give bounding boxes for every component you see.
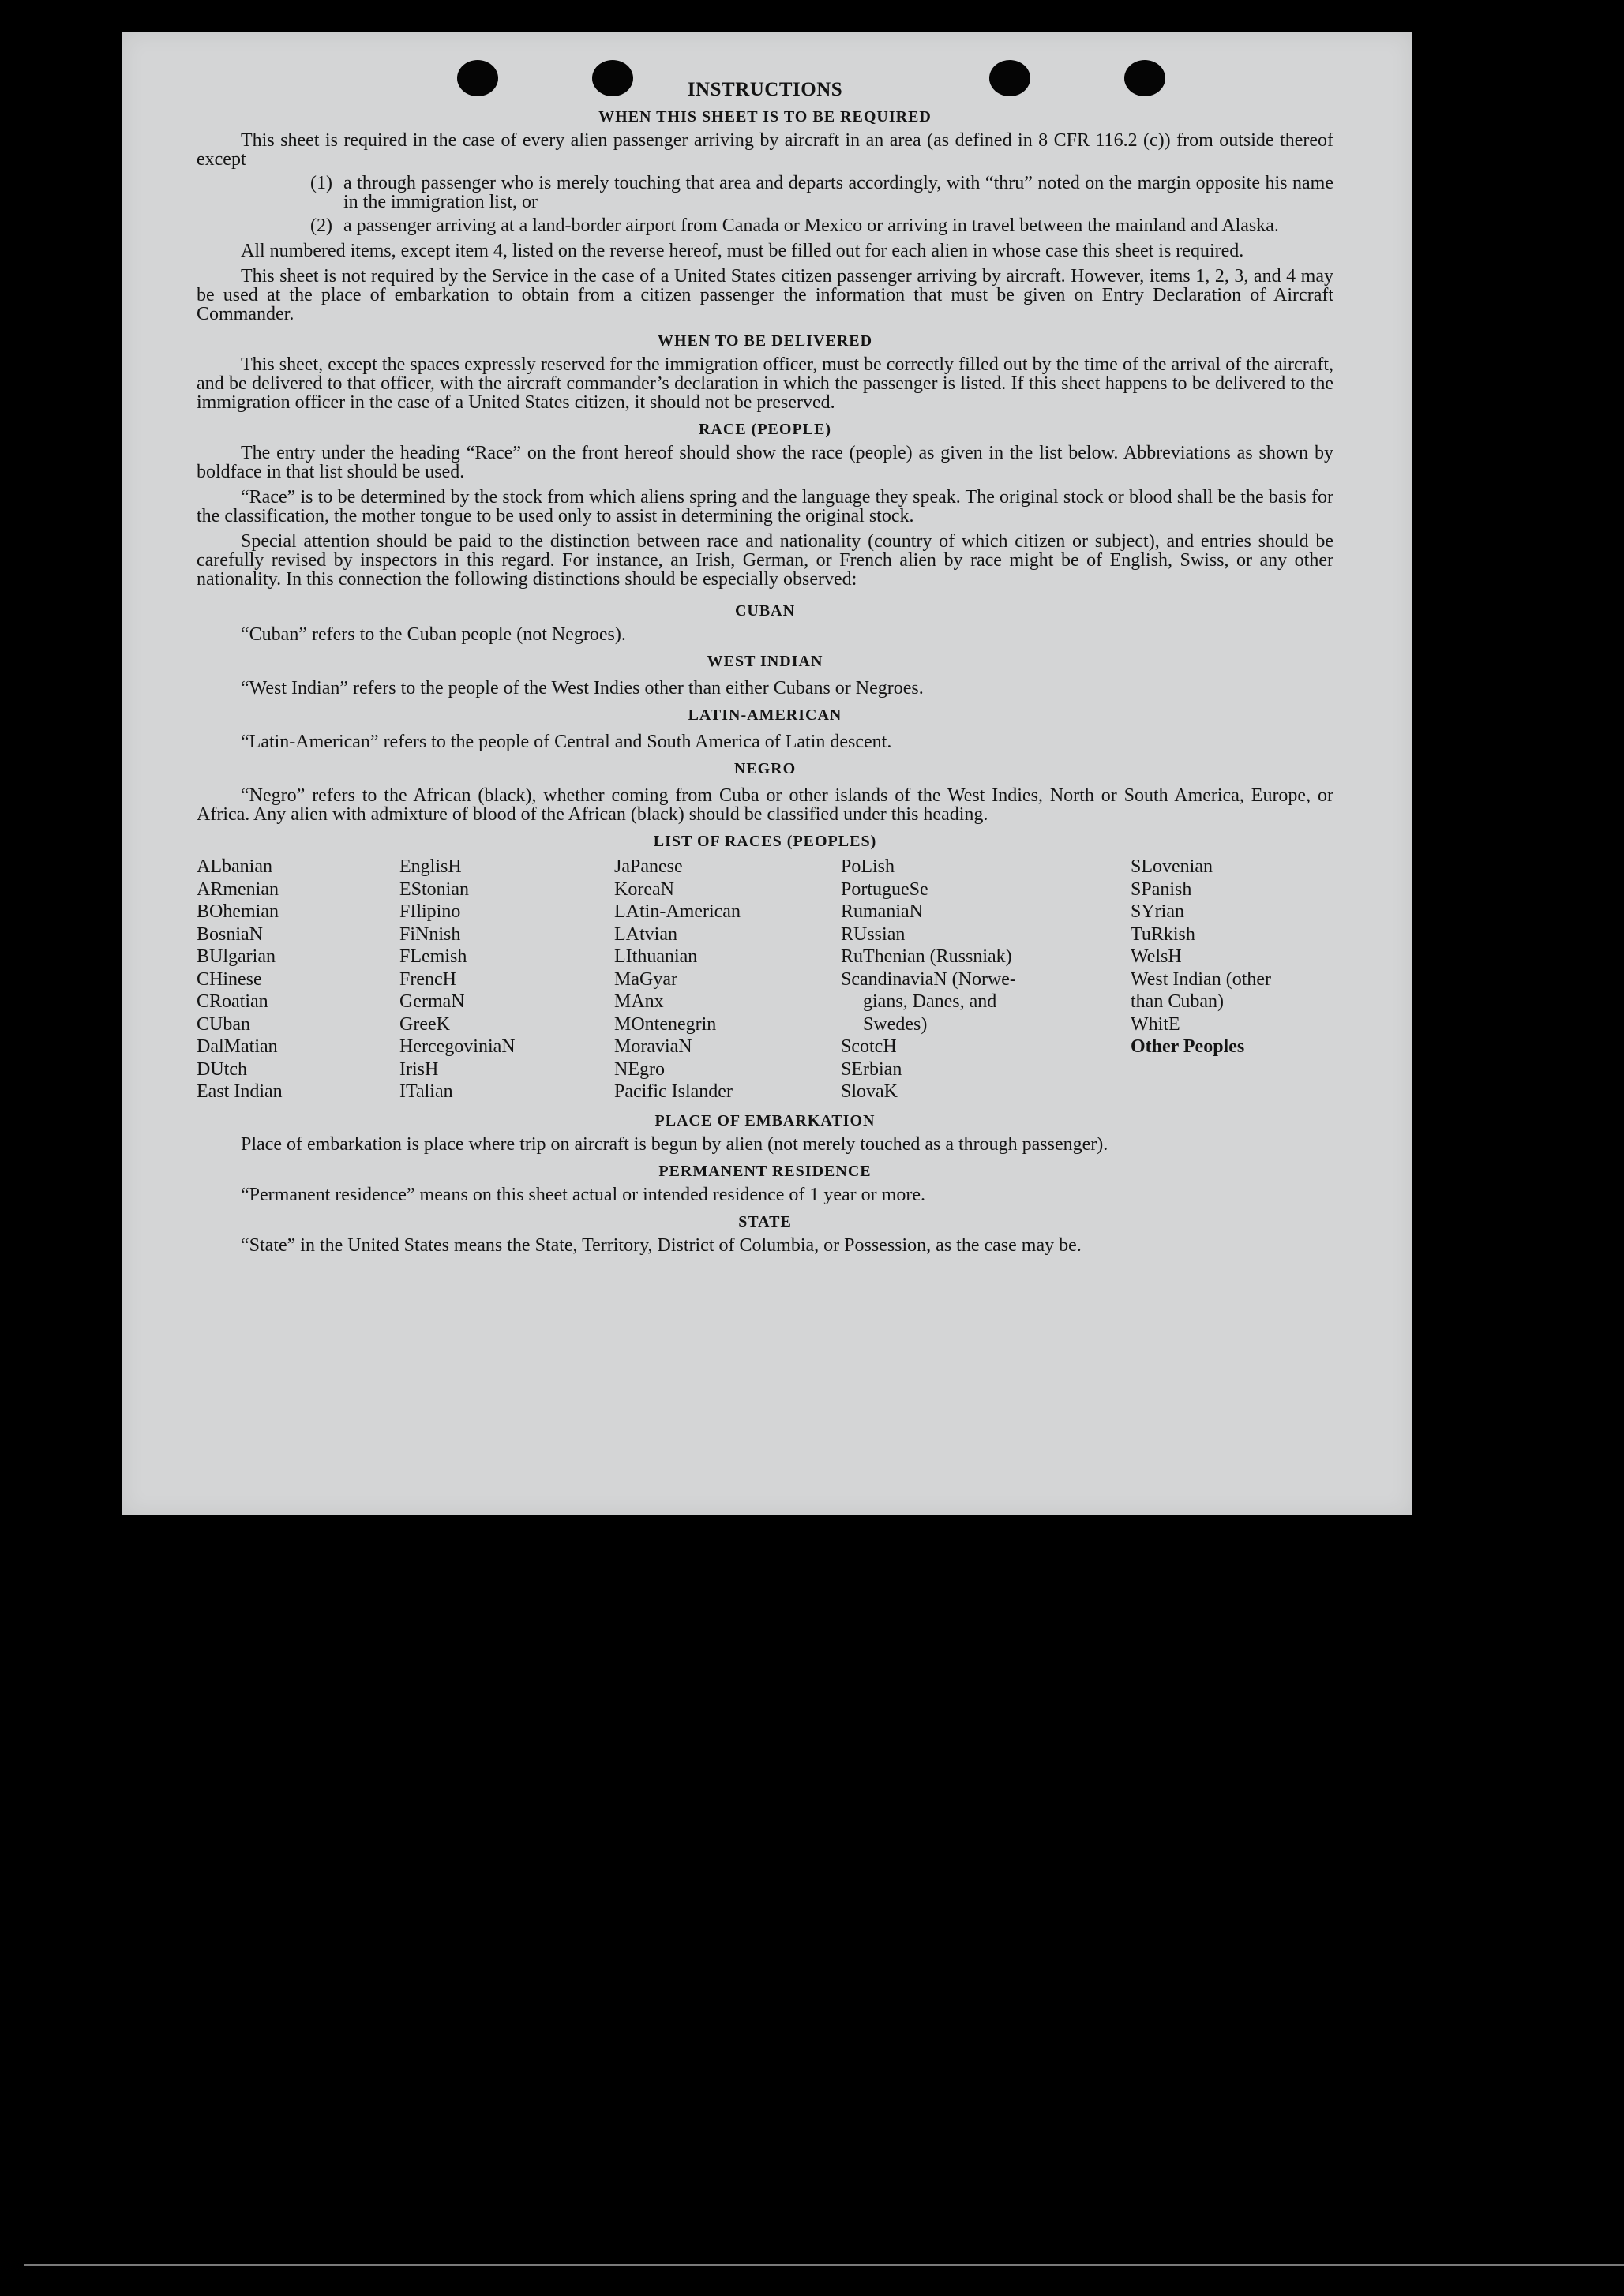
- race-entry: gians, Danes, and: [863, 991, 997, 1012]
- paragraph-delivery: This sheet, except the spaces expressly reserved for the immigration officer, must be correctly filled out by the time of the arrival of the aircraft, and be delivered to that officer, with the aircraft commander’s declaration in which the passenger is listed. If this sheet happens to be delivered to the immigration officer in the case of a United States citizen, it should not be preserved.: [197, 354, 1333, 413]
- section-heading-latin-american: LATIN-AMERICAN: [688, 706, 842, 724]
- race-entry: GermaN: [399, 991, 465, 1012]
- scan-edge-line: [24, 2264, 1624, 2266]
- paragraph-citizen-passenger: This sheet is not required by the Service in the case of a United States citizen passenger arriving by aircraft. However, items 1, 2, 3, and 4 may be used at the place of embarkation to obtain from a citizen passenger the information that must be given on Entry Declaration of Aircraft Commander.: [197, 266, 1333, 324]
- races-column-2: [399, 856, 614, 1103]
- race-entry: EStonian: [399, 878, 469, 900]
- race-entry: FrencH: [399, 968, 456, 990]
- race-entry: RuThenian (Russniak): [841, 946, 1012, 967]
- race-entry: RUssian: [841, 923, 906, 945]
- paragraph-required-intro: This sheet is required in the case of every alien passenger arriving by aircraft in an area (as defined in 8 CFR 116.2 (c)) from outside thereof except: [197, 130, 1333, 170]
- race-entry: BosniaN: [197, 923, 263, 945]
- races-column-4: [841, 856, 1131, 1103]
- paragraph-latin-american: “Latin-American” refers to the people of Central and South America of Latin descent.: [241, 732, 892, 752]
- race-entry: LAtin-American: [614, 901, 741, 922]
- section-heading-delivered: WHEN TO BE DELIVERED: [657, 332, 873, 350]
- race-entry: LIthuanian: [614, 946, 698, 967]
- race-entry: East Indian: [197, 1081, 283, 1102]
- race-entry: West Indian (other: [1131, 968, 1272, 990]
- race-entry: GreeK: [399, 1013, 450, 1035]
- paragraph-residence: “Permanent residence” means on this sheet actual or intended residence of 1 year or more.: [241, 1184, 925, 1205]
- section-heading-race: RACE (PEOPLE): [699, 421, 831, 438]
- race-entry: SlovaK: [841, 1081, 898, 1102]
- race-entry: FLemish: [399, 946, 467, 967]
- race-entry: IrisH: [399, 1058, 439, 1080]
- race-entry: ITalian: [399, 1081, 453, 1102]
- race-entry: DUtch: [197, 1058, 247, 1080]
- section-heading-list-of-races: LIST OF RACES (PEOPLES): [653, 833, 877, 850]
- race-entry: PoLish: [841, 856, 895, 877]
- race-entry: HercegoviniaN: [399, 1036, 516, 1057]
- item-number: (1): [310, 173, 332, 193]
- paragraph-race-definition: “Race” is to be determined by the stock from which aliens spring and the language they speak. The original stock or blood shall be the basis for the classification, the mother tongue to be used only to assist in determining the original stock.: [197, 487, 1333, 526]
- race-entry: MoraviaN: [614, 1036, 692, 1057]
- race-entry: WelsH: [1131, 946, 1182, 967]
- race-entry: PortugueSe: [841, 878, 928, 900]
- race-entry: ScandinaviaN (Norwe-: [841, 968, 1016, 990]
- paragraph-cuban: “Cuban” refers to the Cuban people (not Negroes).: [241, 624, 626, 645]
- section-heading-required: WHEN THIS SHEET IS TO BE REQUIRED: [598, 108, 932, 125]
- item-text: a through passenger who is merely touching that area and departs accordingly, with “thru” noted on the margin opposite his name in the immigration list, or: [343, 173, 1333, 212]
- race-entry: LAtvian: [614, 923, 677, 945]
- paragraph-west-indian: “West Indian” refers to the people of the West Indies other than either Cubans or Negroes.: [241, 678, 924, 699]
- race-entry: EnglisH: [399, 856, 462, 877]
- race-entry: RumaniaN: [841, 901, 923, 922]
- section-heading-embarkation: PLACE OF EMBARKATION: [654, 1111, 876, 1129]
- document-sheet: [122, 32, 1412, 1515]
- paragraph-race-entry: The entry under the heading “Race” on the front hereof should show the race (people) as given in the list below. Abbreviations as shown by boldface in that list should be used.: [197, 443, 1333, 482]
- instructions-content: [197, 81, 1333, 1255]
- item-number: (2): [310, 215, 332, 236]
- race-entry: SLovenian: [1131, 856, 1213, 877]
- races-column-3: [614, 856, 841, 1103]
- race-entry: SErbian: [841, 1058, 902, 1080]
- section-heading-cuban: CUBAN: [734, 602, 796, 620]
- races-table: [197, 856, 1333, 1103]
- paragraph-embarkation: Place of embarkation is place where trip on aircraft is begun by alien (not merely touched as a through passenger).: [241, 1133, 1108, 1155]
- race-entry: FiNnish: [399, 923, 461, 945]
- paragraph-negro: “Negro” refers to the African (black), whether coming from Cuba or other islands of the West Indies, North or South America, Europe, or Africa. Any alien with admixture of blood of the African (black) should be classified under this heading.: [197, 785, 1333, 825]
- race-entry: Pacific Islander: [614, 1081, 733, 1102]
- race-entry: NEgro: [614, 1058, 665, 1080]
- race-entry: DalMatian: [197, 1036, 278, 1057]
- paragraph-state: “State” in the United States means the State, Territory, District of Columbia, or Possession, as the case may be.: [241, 1234, 1082, 1256]
- race-entry: SPanish: [1131, 878, 1192, 900]
- race-entry: BUlgarian: [197, 946, 276, 967]
- race-entry: ARmenian: [197, 878, 279, 900]
- race-entry: MaGyar: [614, 968, 677, 990]
- race-entry: CUban: [197, 1013, 250, 1035]
- race-entry: CHinese: [197, 968, 262, 990]
- section-heading-state: STATE: [738, 1212, 792, 1230]
- races-column-5: [1131, 856, 1333, 1103]
- paragraph-race-nationality: Special attention should be paid to the distinction between race and nationality (country of which citizen or subject), and entries should be carefully revised by inspectors in this regard. For instance, an Irish, German, or French alien by race might be of English, Swiss, or any other nationality. In this connection the following distinctions should be especially observed:: [197, 531, 1333, 590]
- race-entry: BOhemian: [197, 901, 279, 922]
- race-entry: than Cuban): [1131, 991, 1224, 1012]
- race-entry: MAnx: [614, 991, 664, 1012]
- race-entry: KoreaN: [614, 878, 674, 900]
- item-text: a passenger arriving at a land-border airport from Canada or Mexico or arriving in travel between the mainland and Alaska.: [343, 215, 1279, 236]
- race-entry: Swedes): [863, 1013, 928, 1035]
- section-heading-west-indian: WEST INDIAN: [707, 653, 823, 670]
- list-item: [197, 174, 1333, 212]
- list-item: [197, 216, 1333, 235]
- race-entry: ALbanian: [197, 856, 272, 877]
- race-entry: Other Peoples: [1131, 1036, 1245, 1057]
- race-entry: TuRkish: [1131, 923, 1195, 945]
- race-entry: MOntenegrin: [614, 1013, 717, 1035]
- race-entry: WhitE: [1131, 1013, 1180, 1035]
- race-entry: SYrian: [1131, 901, 1184, 922]
- section-heading-negro: NEGRO: [733, 760, 797, 777]
- paragraph-numbered-items: All numbered items, except item 4, listed on the reverse hereof, must be filled out for each alien in whose case this sheet is required.: [241, 241, 1244, 261]
- races-column-1: [197, 856, 399, 1103]
- page-title: INSTRUCTIONS: [687, 79, 843, 100]
- race-entry: CRoatian: [197, 991, 268, 1012]
- race-entry: JaPanese: [614, 856, 683, 877]
- section-heading-residence: PERMANENT RESIDENCE: [658, 1162, 872, 1180]
- race-entry: ScotcH: [841, 1036, 897, 1057]
- race-entry: FIlipino: [399, 901, 461, 922]
